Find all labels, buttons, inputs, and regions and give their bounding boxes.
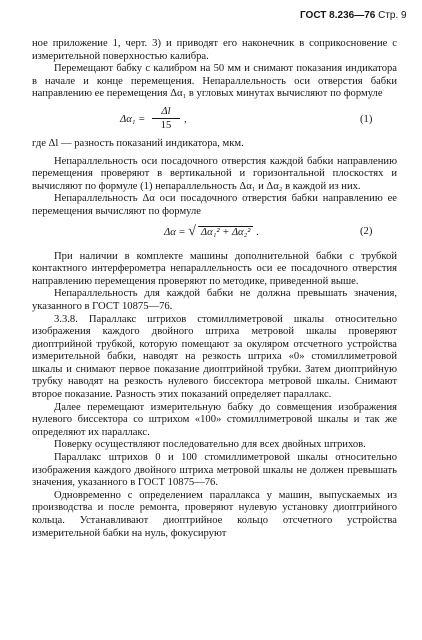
paragraph: 3.3.8. Параллакс штрихов стомиллиметровой шкалы относительно изображения каждого двойного штриха метровой шкалы проверяют диоптрийной трубкой, которую помещают за окуляром отсчетного устройства измерительной бабки, наводят на резкость штриха «0» стомиллиметровой шкалы и снимают первое показание диоптрийной трубки. Затем диоптрийную трубку наводят на резкость нулевого биссектора метровой шкалы. Снимают второе показание. Разность этих показаний определяет параллакс.	[32, 313, 397, 401]
formula-2-number: (2)	[360, 225, 373, 237]
formula-2-suffix: .	[256, 226, 259, 238]
paragraph: Далее перемещают измерительную бабку до совмещения изображения нулевого биссектора со штрихом «100» стомиллиметровой шкалы и так же определяют их параллакс.	[32, 401, 397, 438]
paragraph: Непараллельность для каждой бабки не должна превышать значения, указанного в ГОСТ 10875—76.	[32, 288, 397, 312]
formula-2-lhs: Δα =	[164, 226, 186, 238]
paragraph: ное приложение 1, черт. 3) и приводят его наконечник в соприкосновение с измерительной поверхностью калибра.	[32, 38, 397, 62]
formula-1-number: (1)	[360, 113, 373, 125]
paragraph: Непараллельность Δα оси посадочного отверстия бабки направлению ее перемещения вычисляют по формуле	[32, 193, 397, 217]
page-header	[300, 10, 410, 23]
formula-1-numerator: Δl	[152, 106, 180, 119]
formula-2-expression	[164, 223, 259, 240]
formula-2	[32, 221, 397, 245]
paragraph: При наличии в комплекте машины дополнительной бабки с трубкой контактного интерферометра непараллельность оси ее посадочного отверстия направлению перемещения проверяют по методике, приведенной выше.	[32, 250, 397, 287]
formula-1-suffix: ,	[184, 113, 187, 125]
paragraph: Параллакс штрихов 0 и 100 стомиллиметровой шкалы относительно изображения каждого двойного штриха метровой шкалы не должен превышать значения, указанного в ГОСТ 10875—76.	[32, 452, 397, 489]
paragraph: Одновременно с определением параллакса у машин, выпускаемых из производства и после ремонта, проверяют нулевую установку диоптрийного кольца. Устанавливают диоптрийное кольцо отсчетного устройства измерительной бабки на нуль, фокусируют	[32, 489, 397, 539]
page-number: Стр. 9	[378, 10, 407, 21]
paragraph: Поверку осуществляют последовательно для всех двойных штрихов.	[54, 439, 366, 451]
formula-2-radicand: Δα₁² + Δα₂²	[198, 226, 254, 240]
radical-sign: √	[188, 223, 196, 239]
standard-number: ГОСТ 8.236—76	[300, 10, 376, 21]
body-text	[32, 38, 397, 540]
paragraph: Непараллельность оси посадочного отверстия каждой бабки направлению перемещения проверяют в вертикальной и горизонтальной плоскостях и вычисляют по формуле (1) непараллельность Δα₁ и Δα₂ в каждой из них.	[32, 155, 397, 192]
formula-1-denominator: 15	[160, 119, 172, 131]
formula-1-lhs: Δα₁ =	[120, 113, 146, 125]
paragraph: где Δl — разность показаний индикатора, мкм.	[32, 137, 244, 149]
formula-1-fraction	[152, 106, 180, 132]
formula-1	[32, 105, 397, 135]
paragraph: Перемещают бабку с калибром на 50 мм и снимают показания индикатора в начале и конце перемещения. Непараллельность оси отверстия бабки направлению ее перемещения Δα₁ в угловых минутах вычисляют по формуле	[32, 63, 397, 100]
